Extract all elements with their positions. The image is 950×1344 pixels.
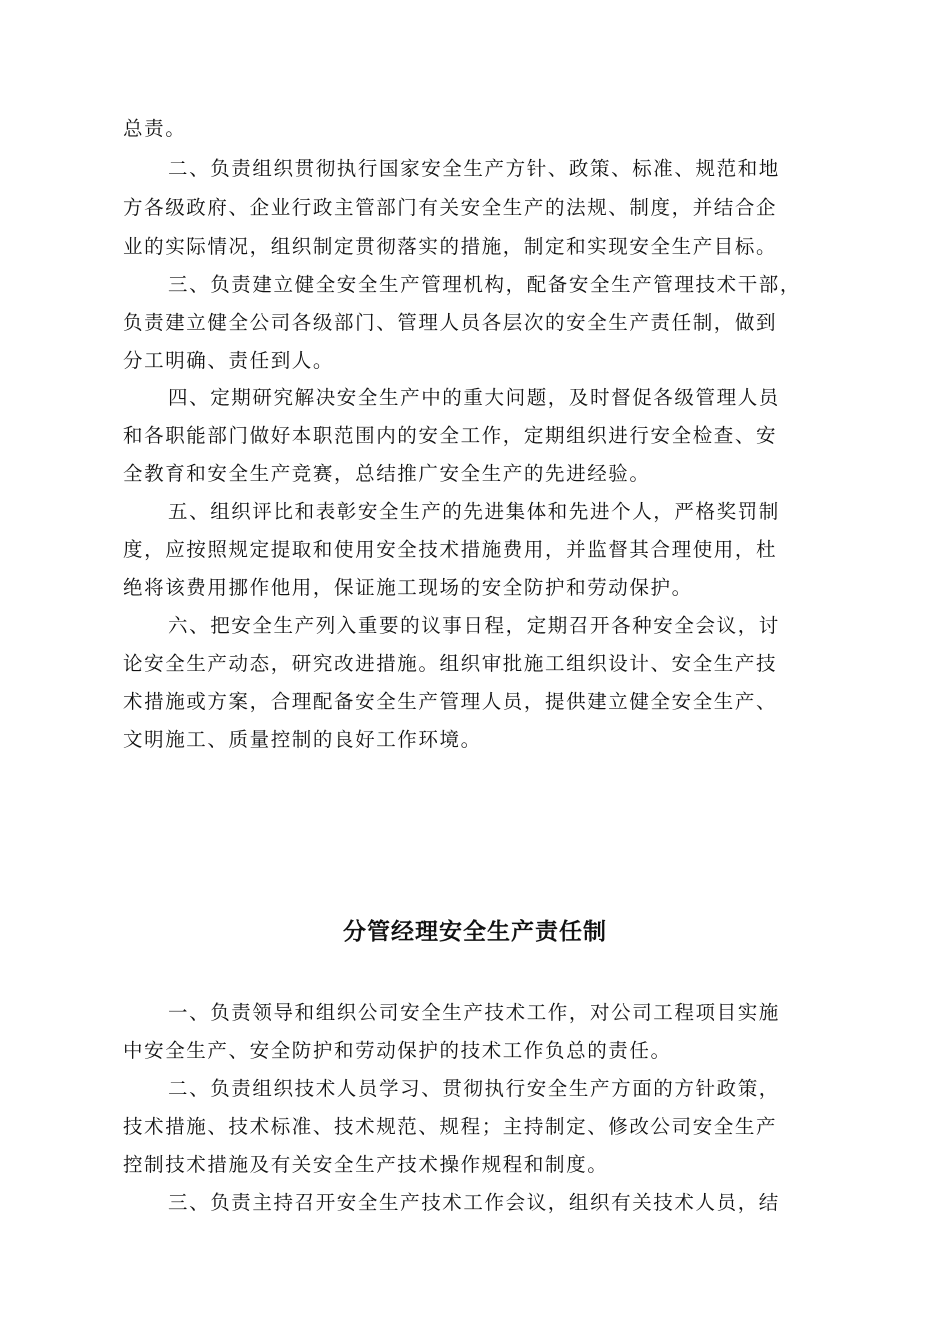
paragraph-line: 分工明确、责任到人。 (123, 349, 335, 372)
paragraph-line: 方各级政府、企业行政主管部门有关安全生产的法规、制度，并结合企 (123, 196, 778, 219)
paragraph-line: 二、负责组织技术人员学习、贯彻执行安全生产方面的方针政策， (168, 1077, 780, 1100)
paragraph-line: 度，应按照规定提取和使用安全技术措施费用，并监督其合理使用，杜 (123, 538, 778, 561)
paragraph-line: 总责。 (123, 117, 187, 140)
paragraph-line: 全教育和安全生产竞赛，总结推广安全生产的先进经验。 (123, 462, 651, 485)
paragraph-line: 三、负责建立健全安全生产管理机构，配备安全生产管理技术干部， (168, 273, 802, 296)
paragraph-line: 术措施或方案，合理配备安全生产管理人员，提供建立健全安全生产、 (123, 690, 778, 713)
section-title: 分管经理安全生产责任制 (343, 919, 607, 945)
paragraph-line: 一、负责领导和组织公司安全生产技术工作，对公司工程项目实施 (168, 1001, 780, 1024)
paragraph-line: 二、负责组织贯彻执行国家安全生产方针、政策、标准、规范和地 (168, 157, 780, 180)
paragraph-line: 四、定期研究解决安全生产中的重大问题，及时督促各级管理人员 (168, 386, 780, 409)
paragraph-line: 控制技术措施及有关安全生产技术操作规程和制度。 (123, 1153, 609, 1176)
paragraph-line: 负责建立健全公司各级部门、管理人员各层次的安全生产责任制，做到 (123, 311, 778, 334)
paragraph-line: 五、组织评比和表彰安全生产的先进集体和先进个人，严格奖罚制 (168, 500, 780, 523)
paragraph-line: 绝将该费用挪作他用，保证施工现场的安全防护和劳动保护。 (123, 576, 693, 599)
paragraph-line: 文明施工、质量控制的良好工作环境。 (123, 728, 482, 751)
paragraph-line: 中安全生产、安全防护和劳动保护的技术工作负总的责任。 (123, 1039, 672, 1062)
paragraph-line: 技术措施、技术标准、技术规范、规程；主持制定、修改公司安全生产 (123, 1115, 778, 1138)
paragraph-line: 六、把安全生产列入重要的议事日程，定期召开各种安全会议，讨 (168, 614, 780, 637)
paragraph-line: 和各职能部门做好本职范围内的安全工作，定期组织进行安全检查、安 (123, 424, 778, 447)
paragraph-line: 三、负责主持召开安全生产技术工作会议，组织有关技术人员，结 (168, 1191, 780, 1214)
paragraph-line: 业的实际情况，组织制定贯彻落实的措施，制定和实现安全生产目标。 (123, 235, 778, 258)
paragraph-line: 论安全生产动态，研究改进措施。组织审批施工组织设计、安全生产技 (123, 652, 778, 675)
